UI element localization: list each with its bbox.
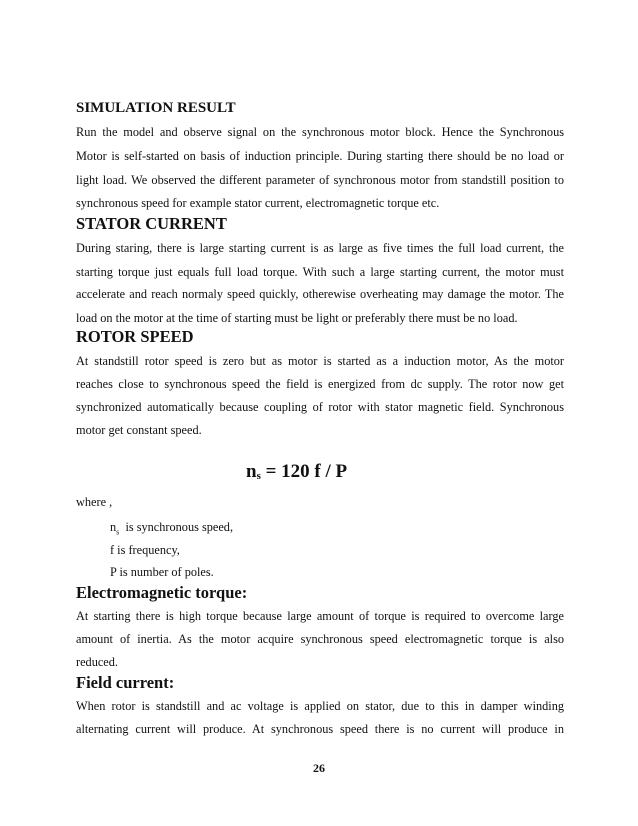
section-heading-simulation-result: SIMULATION RESULT xyxy=(76,100,236,116)
formula-symbol: n xyxy=(246,461,257,482)
paragraph-line: reaches close to synchronous speed the field is energized from dc supply. The rotor now get xyxy=(76,377,564,391)
paragraph-line: synchronized automatically because coupling of rotor with stator magnetic field. Synchronous xyxy=(76,400,564,414)
section-heading-rotor-speed: ROTOR SPEED xyxy=(76,327,194,346)
paragraph-line: Motor is self-started on basis of induction principle. During starting there should be no load or xyxy=(76,149,564,163)
variable-text: is synchronous speed, xyxy=(125,520,234,534)
section-heading-stator-current: STATOR CURRENT xyxy=(76,214,227,233)
paragraph-line: synchronous speed for example stator current, electromagnetic torque etc. xyxy=(76,196,440,210)
paragraph-line: starting torque just equals full load torque. With such a large starting current, the motor must xyxy=(76,265,564,279)
variable-symbol: n xyxy=(110,520,117,534)
paragraph-line: load on the motor at the time of starting must be light or preferably there must be no load. xyxy=(76,311,518,325)
section-heading-electromagnetic-torque: Electromagnetic torque: xyxy=(76,583,248,602)
page-number: 26 xyxy=(313,761,325,775)
paragraph-line: During staring, there is large starting current is as large as five times the full load current, the xyxy=(76,241,564,255)
paragraph-line: motor get constant speed. xyxy=(76,423,202,437)
variable-text: P is number of poles. xyxy=(110,565,214,579)
paragraph-line: Run the model and observe signal on the synchronous motor block. Hence the Synchronous xyxy=(76,125,564,139)
formula-subscript: s xyxy=(256,470,261,482)
paragraph-line: At starting there is high torque because large amount of torque is required to overcome large xyxy=(76,609,564,623)
paragraph-line: When rotor is standstill and ac voltage is applied on stator, due to this in damper winding xyxy=(76,699,564,713)
paragraph-line: accelerate and reach normaly speed quickly, otherewise overheating may damage the motor. The xyxy=(76,287,564,301)
variable-definition xyxy=(110,566,214,578)
paragraph-line: reduced. xyxy=(76,655,118,669)
document-page xyxy=(76,0,564,826)
paragraph-line: At standstill rotor speed is zero but as motor is started as a induction motor, As the motor xyxy=(76,354,564,368)
paragraph-line: light load. We observed the different parameter of synchronous motor from standstill position to xyxy=(76,173,564,187)
variable-text: f is frequency, xyxy=(110,543,180,557)
variable-definition xyxy=(110,544,180,556)
synchronous-speed-formula xyxy=(246,462,347,482)
paragraph-line: amount of inertia. As the motor acquire synchronous speed electromagnetic torque is also xyxy=(76,632,564,646)
paragraph-line: alternating current will produce. At synchronous speed there is no current will produce in xyxy=(76,722,564,736)
variable-definition xyxy=(110,521,233,536)
section-heading-field-current: Field current: xyxy=(76,673,175,692)
where-label: where , xyxy=(76,495,113,509)
variable-subscript: s xyxy=(116,527,120,537)
formula-rhs: = 120 f / P xyxy=(265,461,348,482)
